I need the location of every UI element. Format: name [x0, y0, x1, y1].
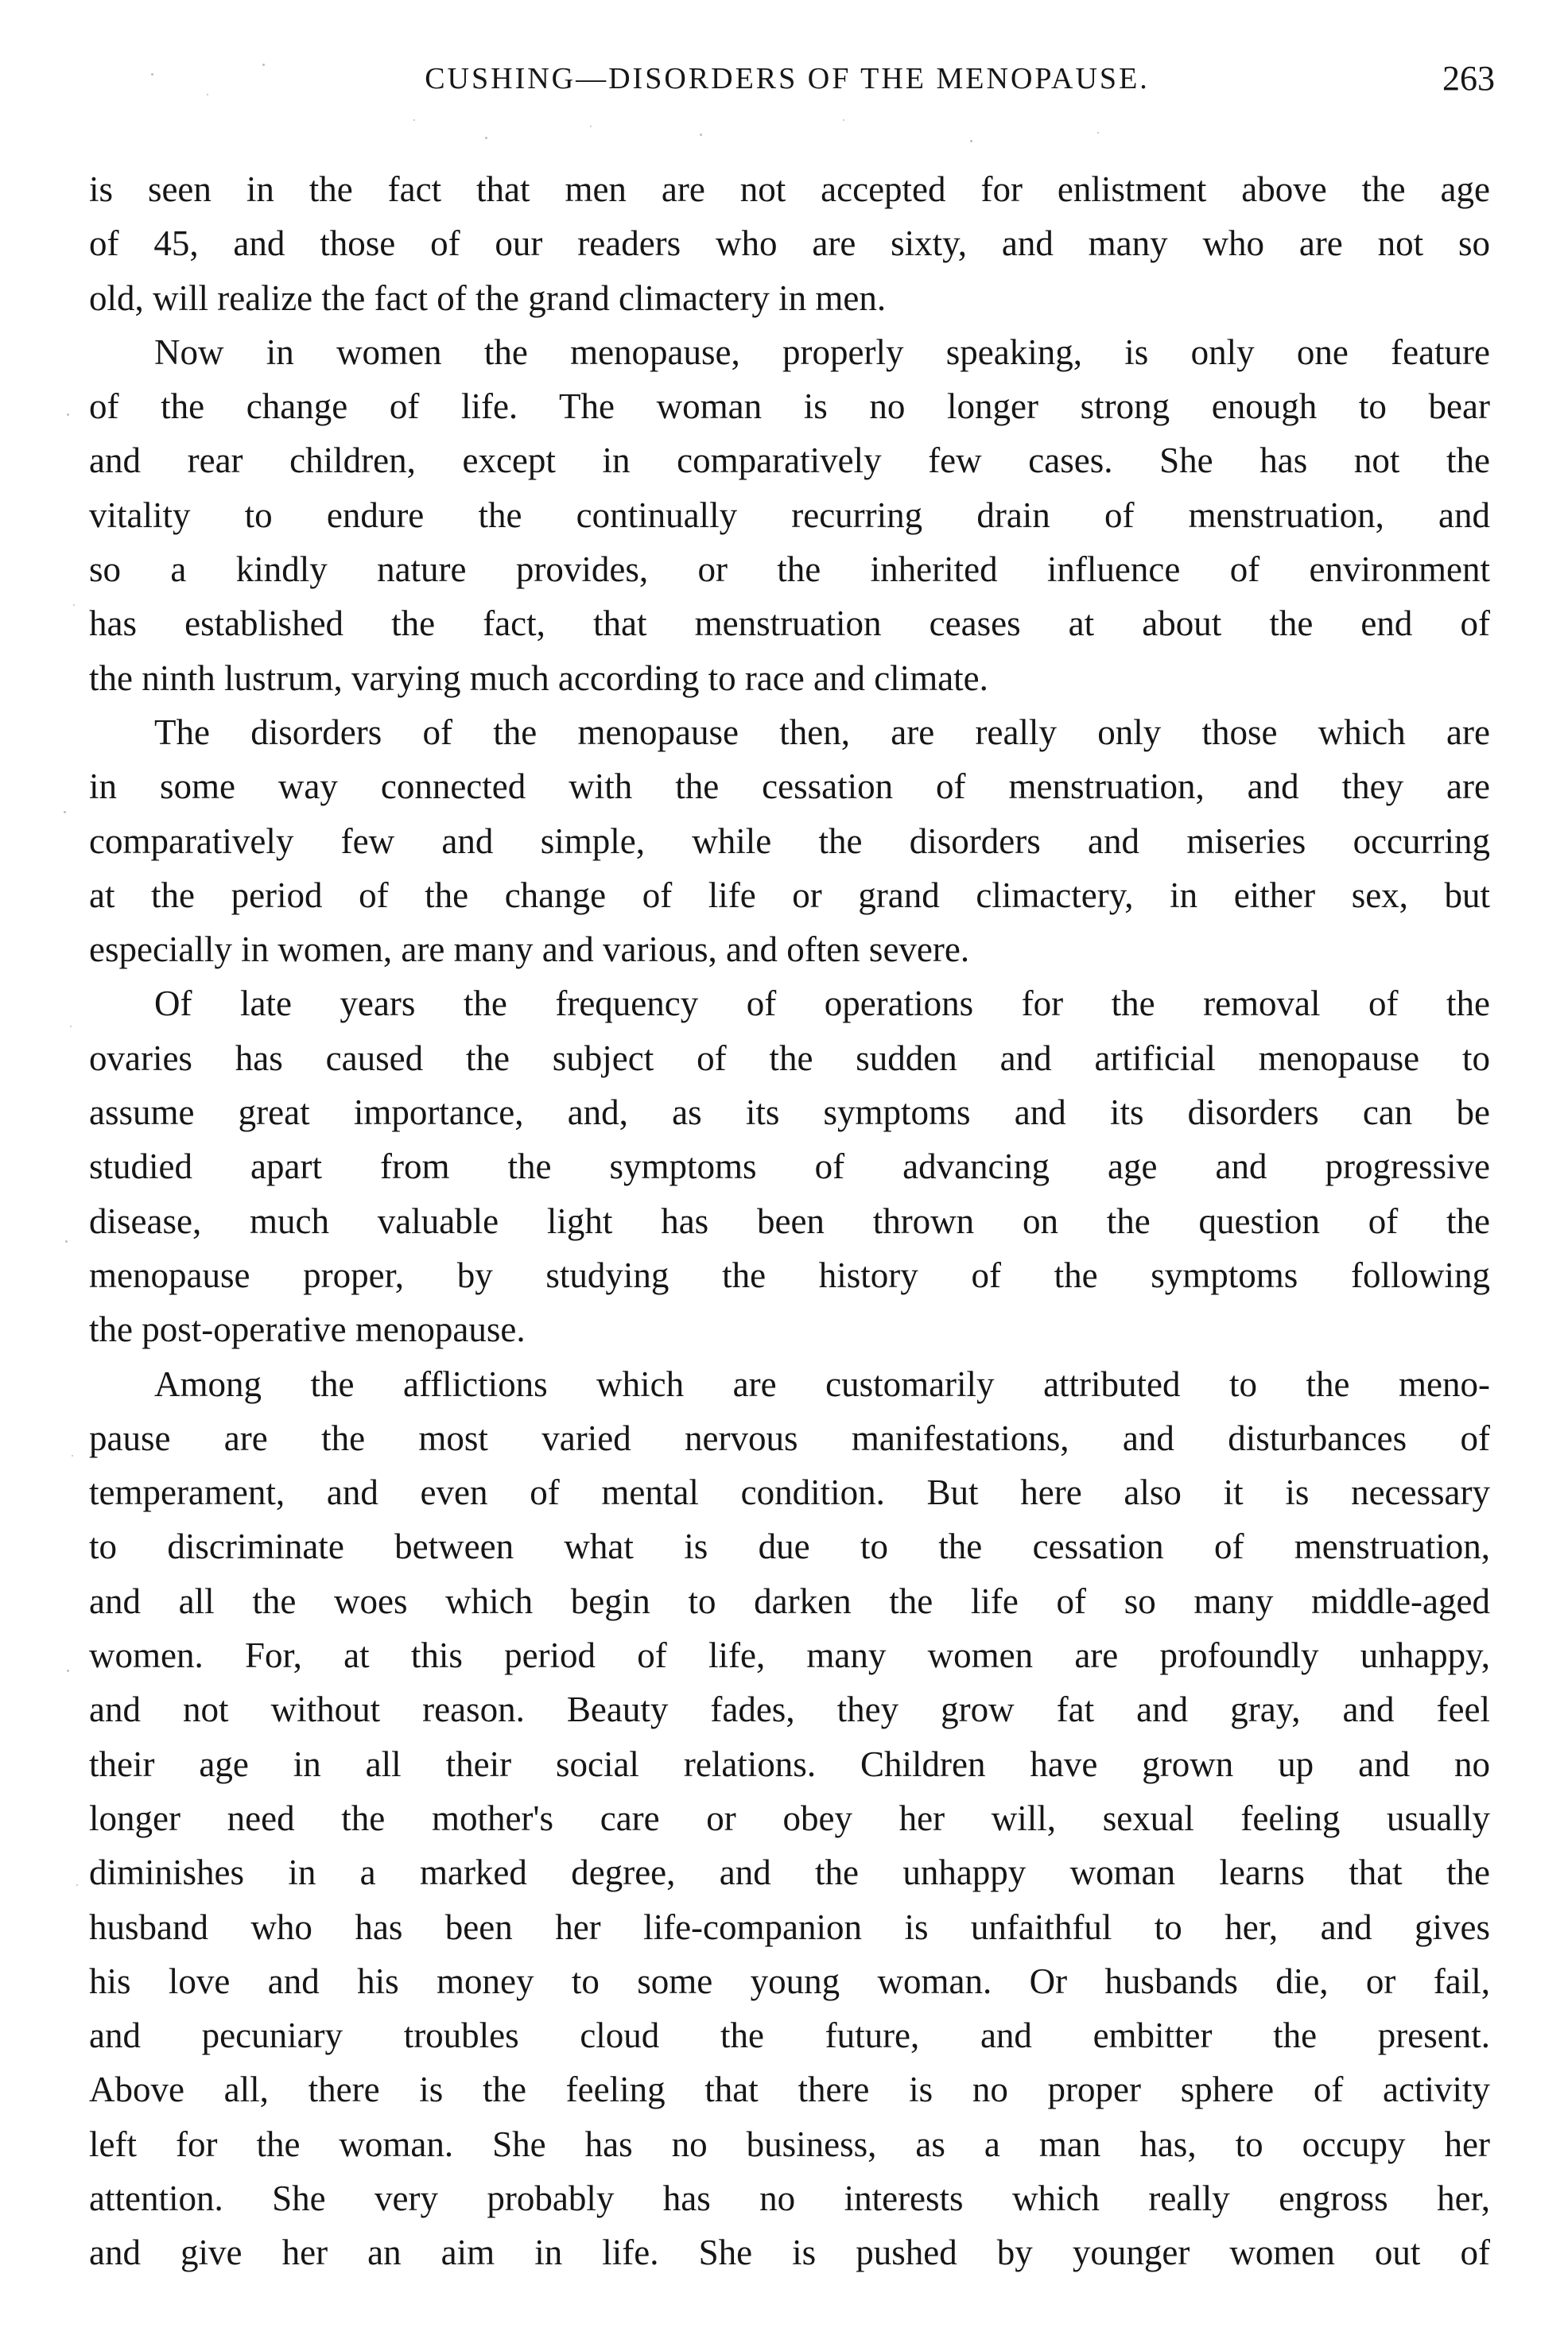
text-line: in some way connected with the cessation of menstruation, and they are	[89, 766, 1490, 807]
scan-speck	[970, 140, 972, 142]
scan-speck	[72, 1455, 73, 1457]
text-line: and not without reason. Beauty fades, they grow fat and gray, and feel	[89, 1690, 1490, 1730]
running-head	[80, 51, 1495, 107]
text-line: husband who has been her life-companion is unfaithful to her, and gives	[89, 1907, 1490, 1947]
text-line: women. For, at this period of life, many women are profoundly unhappy,	[89, 1635, 1490, 1676]
text-line: the post-operative menopause.	[89, 1309, 526, 1350]
body-text	[89, 162, 1490, 2280]
scan-speck	[700, 134, 702, 136]
scan-speck	[70, 1026, 72, 1027]
scan-speck	[65, 1240, 68, 1243]
scan-speck	[590, 126, 592, 127]
running-title: CUSHING—DISORDERS OF THE MENOPAUSE.	[425, 62, 1150, 95]
text-line: the ninth lustrum, varying much according to race and climate.	[89, 658, 988, 698]
text-line: his love and his money to some young woman. Or husbands die, or fail,	[89, 1961, 1490, 2001]
text-line: and all the woes which begin to darken the life of so many middle-aged	[89, 1581, 1490, 1621]
text-line: studied apart from the symptoms of advancing age and progressive	[89, 1146, 1490, 1187]
text-line: and rear children, except in comparatively few cases. She has not the	[89, 440, 1490, 481]
text-line: of 45, and those of our readers who are sixty, and many who are not so	[89, 223, 1490, 264]
text-line: comparatively few and simple, while the disorders and miseries occurring	[89, 821, 1490, 861]
scan-speck	[413, 119, 415, 121]
scan-speck	[67, 1670, 69, 1672]
scan-speck	[262, 64, 265, 66]
text-line: vitality to endure the continually recurring drain of menstruation, and	[89, 495, 1490, 535]
scan-speck	[64, 811, 66, 813]
text-line: of the change of life. The woman is no longer strong enough to bear	[89, 386, 1490, 427]
text-line: their age in all their social relations. Children have grown up and no	[89, 1744, 1490, 1784]
scan-speck	[76, 1884, 78, 1886]
text-line: left for the woman. She has no business, as a man has, to occupy her	[89, 2124, 1490, 2164]
scan-speck	[151, 73, 153, 76]
paragraph-first-line: The disorders of the menopause then, are really only those which are	[154, 712, 1490, 752]
text-line: assume great importance, and, as its symptoms and its disorders can be	[89, 1092, 1490, 1133]
paragraph-first-line: Among the afflictions which are customarily attributed to the meno-	[154, 1364, 1490, 1404]
text-line: pause are the most varied nervous manifestations, and disturbances of	[89, 1418, 1490, 1458]
text-line: and pecuniary troubles cloud the future, and embitter the present.	[89, 2015, 1490, 2056]
scan-speck	[1097, 132, 1099, 134]
text-line: at the period of the change of life or grand climactery, in either sex, but	[89, 875, 1490, 915]
scan-speck	[67, 413, 69, 416]
paragraph-first-line: Now in women the menopause, properly speaking, is only one feature	[154, 332, 1490, 372]
paragraph-first-line: Of late years the frequency of operations for the removal of the	[154, 983, 1490, 1024]
text-line: to discriminate between what is due to the cessation of menstruation,	[89, 1527, 1490, 1567]
text-line: Above all, there is the feeling that there is no proper sphere of activity	[89, 2070, 1490, 2110]
text-line: longer need the mother's care or obey her will, sexual feeling usually	[89, 1798, 1490, 1838]
scan-speck	[73, 604, 75, 606]
text-line: temperament, and even of mental condition. But here also it is necessary	[89, 1472, 1490, 1513]
text-line: and give her an aim in life. She is pushed by younger women out of	[89, 2233, 1490, 2273]
text-line: attention. She very probably has no interests which really engross her,	[89, 2178, 1490, 2218]
text-line: is seen in the fact that men are not accepted for enlistment above the age	[89, 169, 1490, 209]
text-line: has established the fact, that menstruation ceases at about the end of	[89, 603, 1490, 644]
scan-speck	[485, 137, 487, 139]
text-line: old, will realize the fact of the grand climactery in men.	[89, 277, 887, 318]
text-line: so a kindly nature provides, or the inherited influence of environment	[89, 549, 1490, 590]
scan-speck	[843, 119, 844, 121]
scan-speck	[207, 94, 208, 95]
text-line: especially in women, are many and various, and often severe.	[89, 929, 970, 970]
page-number: 263	[1442, 59, 1495, 98]
text-line: menopause proper, by studying the history of the symptoms following	[89, 1255, 1490, 1295]
text-line: disease, much valuable light has been thrown on the question of the	[89, 1201, 1490, 1241]
text-line: diminishes in a marked degree, and the unhappy woman learns that the	[89, 1852, 1490, 1893]
text-line: ovaries has caused the subject of the sudden and artificial menopause to	[89, 1038, 1490, 1078]
